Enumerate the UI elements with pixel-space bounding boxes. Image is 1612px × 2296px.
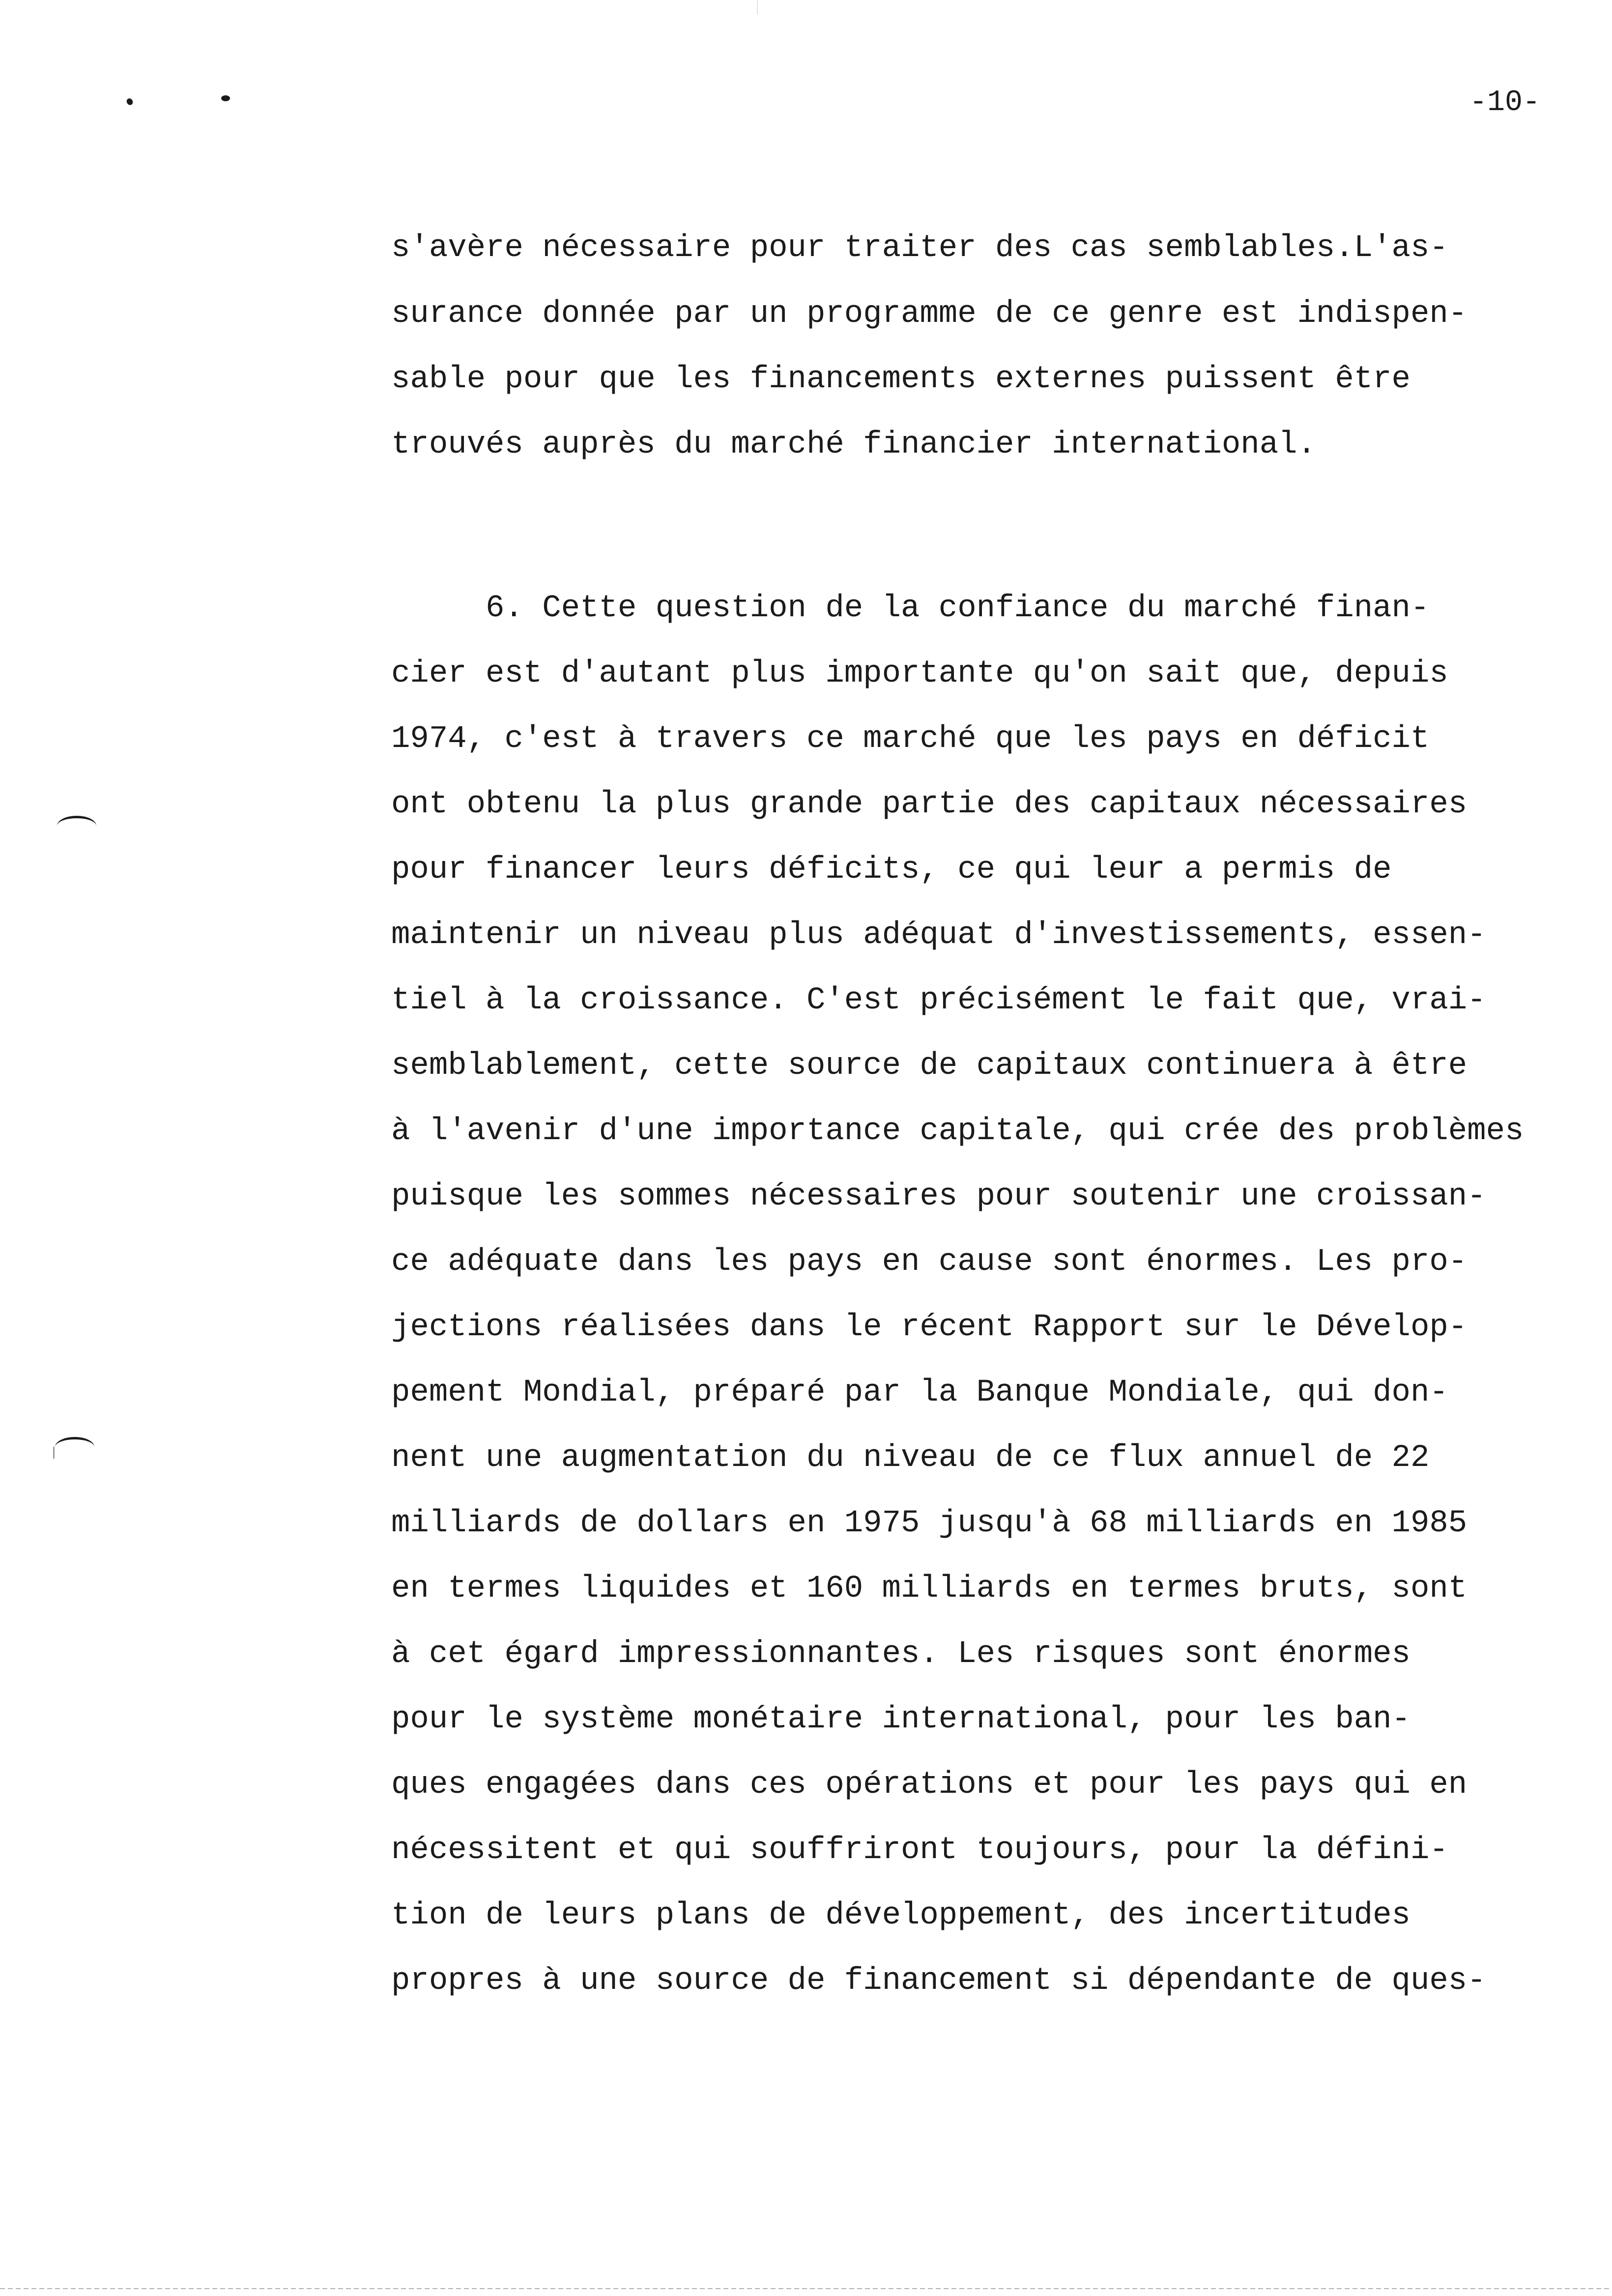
ink-speck	[125, 97, 134, 106]
text-line: propres à une source de financement si dépendante de ques-	[391, 1963, 1486, 1999]
scan-edge-rule	[0, 2288, 1612, 2289]
text-line: 1974, c'est à travers ce marché que les pays en déficit	[391, 721, 1430, 757]
binder-hole-mark	[55, 1437, 94, 1457]
text-line: sable pour que les financements externes puissent être	[391, 362, 1410, 397]
text-line: ce adéquate dans les pays en cause sont énormes. Les pro-	[391, 1244, 1468, 1280]
text-line: s'avère nécessaire pour traiter des cas semblables.L'as-	[391, 230, 1448, 266]
text-line: cier est d'autant plus importante qu'on sait que, depuis	[391, 656, 1448, 691]
text-line: nécessitent et qui souffriront toujours, pour la défini-	[391, 1833, 1448, 1868]
text-line: surance donnée par un programme de ce genre est indispen-	[391, 296, 1468, 332]
text-line: puisque les sommes nécessaires pour soutenir une croissan-	[391, 1179, 1486, 1214]
text-line: ques engagées dans ces opérations et pour les pays qui en	[391, 1767, 1468, 1803]
text-line: pement Mondial, préparé par la Banque Mondiale, qui don-	[391, 1375, 1448, 1410]
text-line: pour le système monétaire international, pour les ban-	[391, 1702, 1410, 1737]
text-line: ont obtenu la plus grande partie des capitaux nécessaires	[391, 787, 1468, 822]
text-line: semblablement, cette source de capitaux continuera à être	[391, 1048, 1468, 1084]
text-line: nent une augmentation du niveau de ce flux annuel de 22	[391, 1440, 1430, 1476]
text-line: 6. Cette question de la confiance du marché finan-	[391, 591, 1430, 626]
text-line: à l'avenir d'une importance capitale, qui crée des problèmes	[391, 1114, 1524, 1149]
binder-hole-mark	[53, 1447, 55, 1459]
text-line: pour financer leurs déficits, ce qui leur a permis de	[391, 852, 1392, 888]
page-number: -10-	[1469, 86, 1541, 119]
text-line: à cet égard impressionnantes. Les risques sont énormes	[391, 1636, 1410, 1672]
text-line: tiel à la croissance. C'est précisément le fait que, vrai-	[391, 983, 1486, 1018]
text-line: milliards de dollars en 1975 jusqu'à 68 milliards en 1985	[391, 1506, 1468, 1541]
text-line: trouvés auprès du marché financier international.	[391, 427, 1316, 462]
text-line: tion de leurs plans de développement, des incertitudes	[391, 1898, 1410, 1933]
text-line: jections réalisées dans le récent Rapport sur le Dévelop-	[391, 1310, 1468, 1345]
binder-hole-mark	[57, 816, 96, 836]
text-line: maintenir un niveau plus adéquat d'investissements, essen-	[391, 918, 1486, 953]
text-line: en termes liquides et 160 milliards en termes bruts, sont	[391, 1571, 1468, 1607]
paper-crease	[757, 0, 758, 15]
ink-speck	[221, 95, 230, 101]
